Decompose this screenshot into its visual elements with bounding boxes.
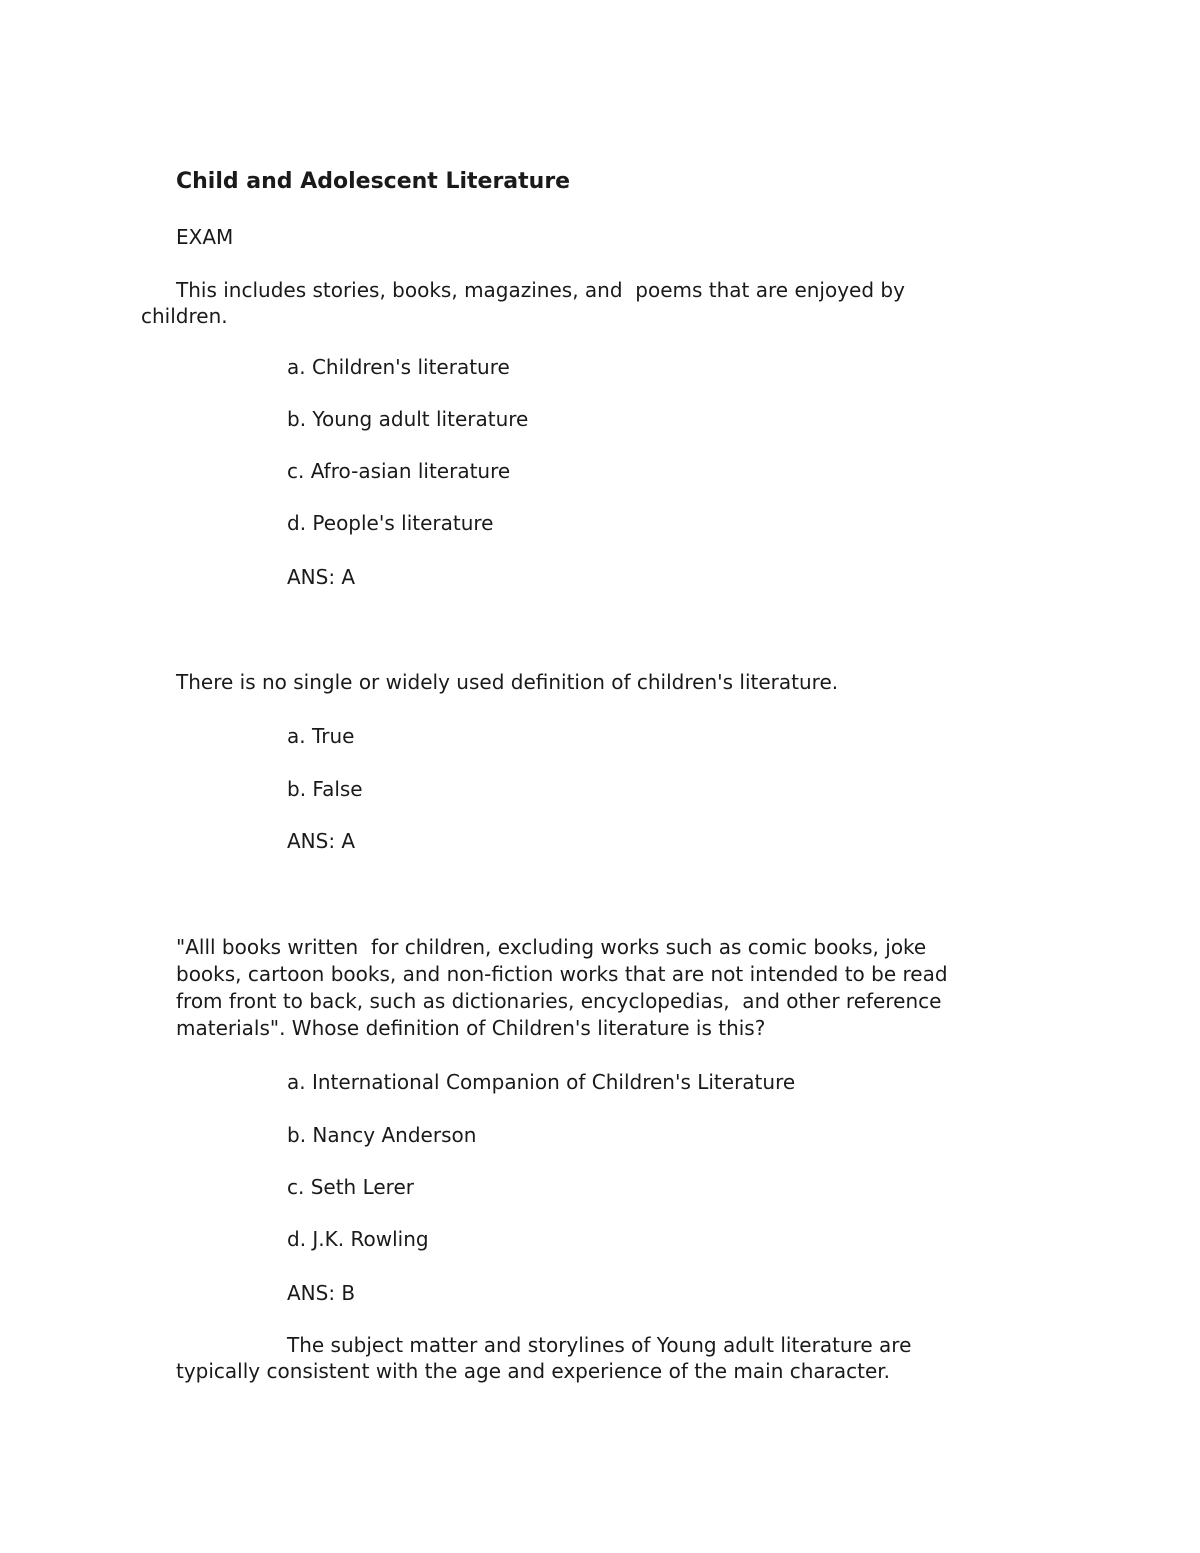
- question-3-stem-line-2: books, cartoon books, and non-fiction works that are not intended to be read: [176, 962, 948, 986]
- question-3-stem-line-4: materials". Whose definition of Children's literature is this?: [176, 1016, 766, 1040]
- question-3-stem-line-3: from front to back, such as dictionaries, encyclopedias, and other reference: [176, 989, 942, 1013]
- question-1-option-c: c. Afro-asian literature: [287, 459, 511, 483]
- question-2-option-a: a. True: [287, 724, 355, 748]
- question-3-option-c: c. Seth Lerer: [287, 1175, 414, 1199]
- question-3-option-d: d. J.K. Rowling: [287, 1227, 429, 1251]
- question-1-answer: ANS: A: [287, 565, 356, 589]
- question-3-option-b: b. Nancy Anderson: [287, 1123, 477, 1147]
- page-title: Child and Adolescent Literature: [176, 169, 571, 194]
- question-3-option-a: a. International Companion of Children's Literature: [287, 1070, 796, 1094]
- question-1-option-d: d. People's literature: [287, 511, 494, 535]
- question-3-answer: ANS: B: [287, 1281, 356, 1305]
- question-2-option-b: b. False: [287, 777, 363, 801]
- question-1-stem-line-1: This includes stories, books, magazines, and poems that are enjoyed by: [176, 278, 905, 302]
- question-2-answer: ANS: A: [287, 829, 356, 853]
- question-4-stem-line-2: typically consistent with the age and experience of the main character.: [176, 1359, 891, 1383]
- question-2-stem: There is no single or widely used definition of children's literature.: [176, 670, 839, 694]
- question-4-stem-line-1: The subject matter and storylines of Young adult literature are: [287, 1333, 912, 1357]
- question-1-option-b: b. Young adult literature: [287, 407, 529, 431]
- question-3-stem-line-1: "Alll books written for children, excluding works such as comic books, joke: [176, 935, 927, 959]
- question-1-stem-line-2: children.: [141, 304, 228, 328]
- question-1-option-a: a. Children's literature: [287, 355, 510, 379]
- exam-label: EXAM: [176, 225, 234, 249]
